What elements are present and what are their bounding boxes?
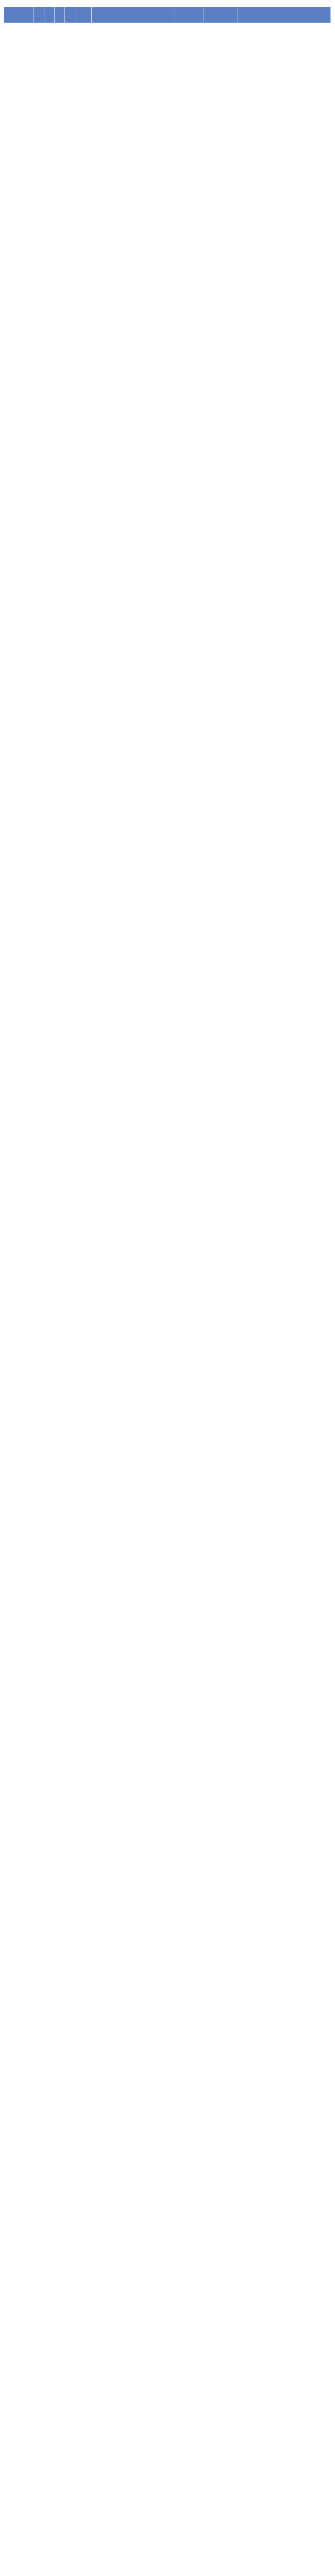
table-header-cell (175, 7, 204, 23)
table-header-cell (4, 7, 34, 23)
table-header (4, 7, 331, 23)
table-header-cell (44, 7, 55, 23)
table-header-cell (238, 7, 331, 23)
table-header-cell (204, 7, 238, 23)
table-header-cell (92, 7, 175, 23)
table-header-cell (34, 7, 44, 23)
table-header-cell (55, 7, 65, 23)
table-header-cell (76, 7, 92, 23)
page-title (4, 0, 331, 7)
table-header-cell (65, 7, 76, 23)
